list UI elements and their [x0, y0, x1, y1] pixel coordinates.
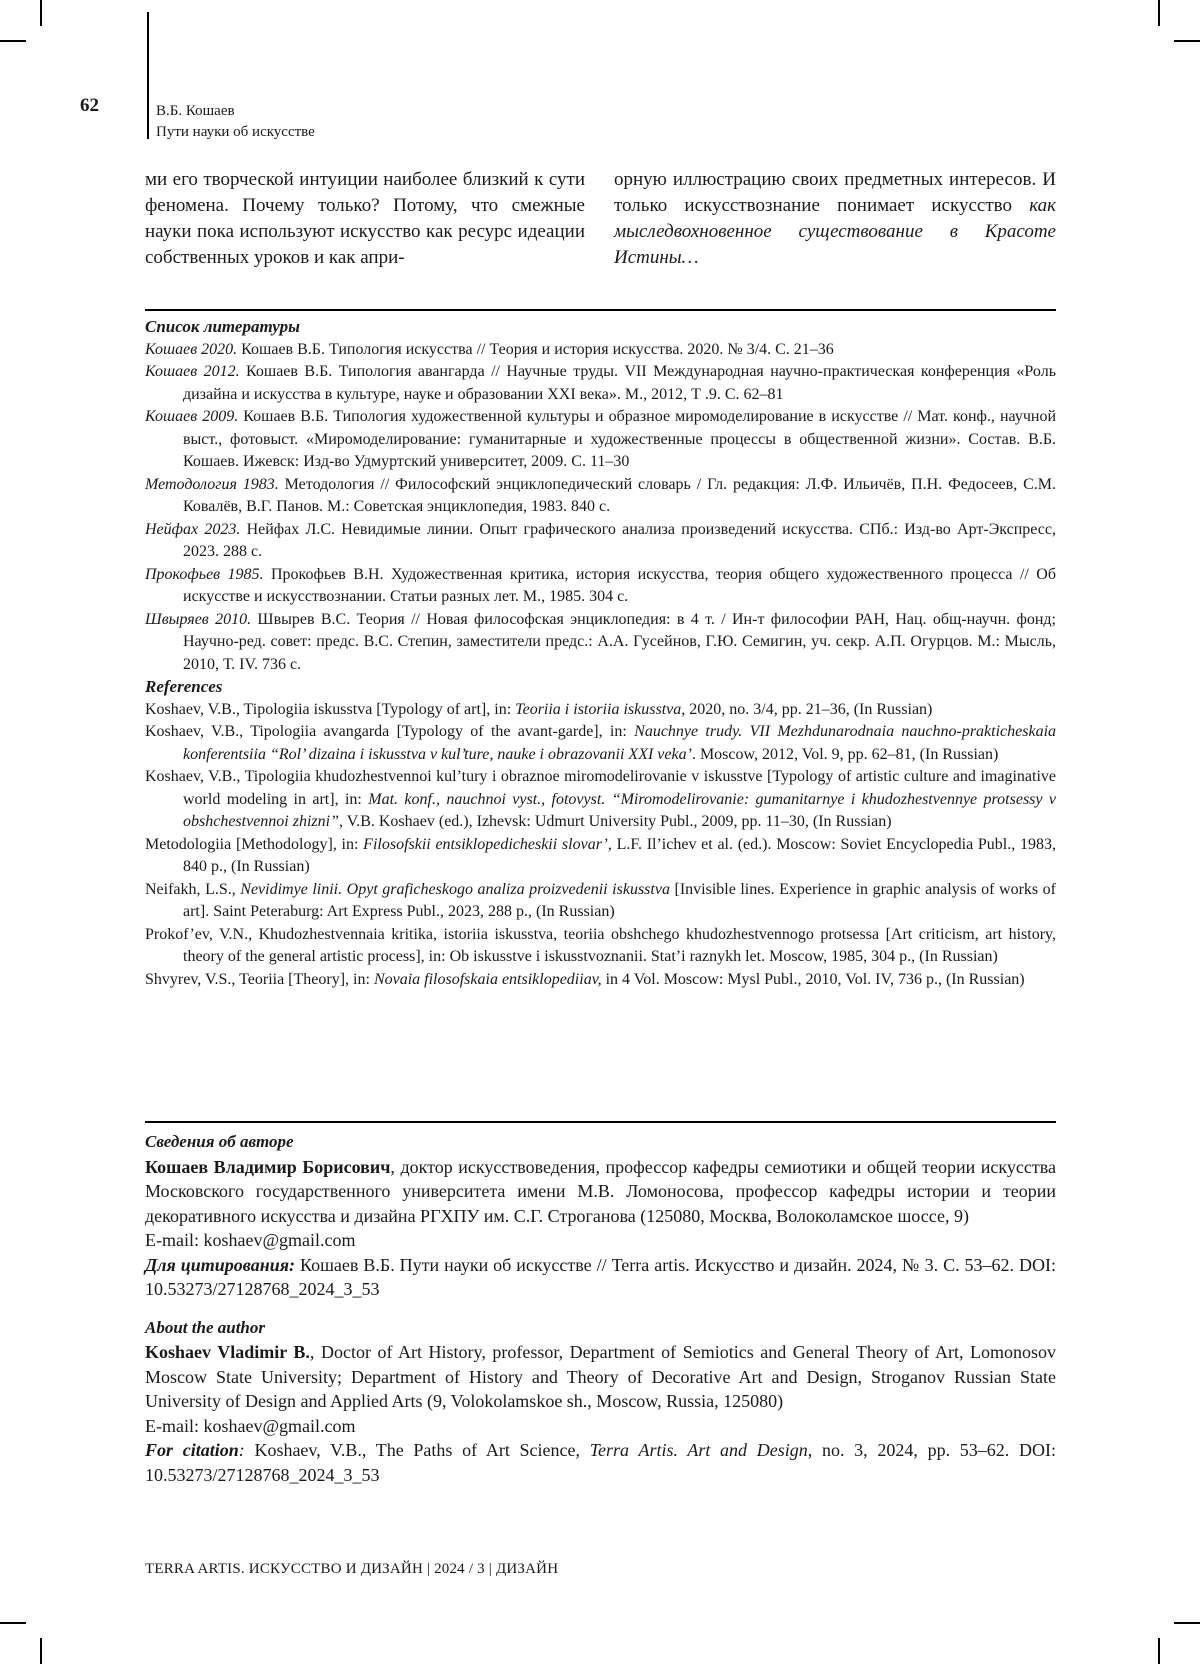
ref-pre: Shvyrev, V.S., Teoriia [Theory], in: [145, 970, 374, 988]
ref-italic: Mat. konf., nauchnoi vyst., fotovyst. “Miromodelirovanie: gumanitarnye i khudozhestvennye protsessy v obshchestvennoi zhizni” [183, 790, 1056, 830]
bibliography-heading: Список литературы [145, 317, 300, 336]
bibliography-item [145, 361, 1056, 406]
ref-italic: Novaia filosofskaia entsiklopediiav, [373, 970, 602, 988]
author-ru-citation-label: Для цитирования: [145, 1254, 295, 1275]
crop-mark-top-right-v [1158, 0, 1160, 26]
bib-text: Прокофьев В.Н. Художественная критика, история искусства, теория общего художественного процесса // Об искусстве и искусствознании. Статьи разных лет. М., 1985. 304 с. [183, 565, 1056, 605]
author-ru-email: E-mail: koshaev@gmail.com [145, 1230, 356, 1250]
reference-item [145, 924, 1056, 969]
ref-pre: Neifakh, L.S., [145, 880, 241, 898]
crop-mark-top-left-h [0, 40, 26, 42]
author-ru-bio [145, 1155, 1056, 1229]
bib-key: Прокофьев 1985. [145, 565, 264, 583]
bib-key: Швыряев 2010. [145, 610, 252, 628]
crop-mark-bottom-right-h [1174, 1622, 1200, 1624]
ref-pre: Koshaev, V.B., Tipologiia khudozhestvennoi kul’tury i obraznoe miromodelirovanie v iskusstve [Typology of artistic culture and imaginative world modeling in art], in: [145, 768, 1056, 808]
body-right-plain: орную иллюстрацию своих предметных интересов. И только искусствознание понимает искусство [614, 169, 1056, 216]
crop-mark-bottom-right-v [1158, 1638, 1160, 1664]
ref-pre: Koshaev, V.B., Tipologiia avangarda [Typology of the avant-garde], in: [145, 723, 635, 740]
ref-italic: Nevidimye linii. Opyt graficheskogo analiza proizvedenii iskusstva [240, 880, 670, 898]
reference-item [145, 879, 1056, 924]
author-en-email: E-mail: koshaev@gmail.com [145, 1415, 356, 1436]
author-en-citation-label: For citation [145, 1440, 239, 1460]
author-ru-bio-text: , доктор искусствоведения, профессор кафедры семиотики и общей теории искусства Московского государственного университета имени М.В. Ломоносова, профессор кафедры истории и теории декоративного искусства и дизайна РГХПУ им. С.Г. Строганова (125080, Москва, Волоколамское шоссе, 9) [145, 1156, 1056, 1226]
header-title: Пути науки об искусстве [156, 124, 315, 140]
bibliography-section [145, 316, 1056, 991]
crop-mark-bottom-left-h [0, 1622, 26, 1624]
ref-post: in 4 Vol. Moscow: Mysl Publ., 2010, Vol. IV, 736 p., (In Russian) [601, 970, 1025, 988]
bib-text: Кошаев В.Б. Типология искусства // Теория и история искусства. 2020. № 3/4. С. 21–36 [237, 340, 834, 358]
bibliography-item [145, 519, 1056, 564]
reference-item [145, 834, 1056, 879]
ref-post: , V.B. Koshaev (ed.), Izhevsk: Udmurt University Publ., 2009, pp. 11–30, (In Russian) [339, 813, 892, 830]
bibliography-item [145, 609, 1056, 677]
author-en-heading: About the author [145, 1317, 265, 1337]
bib-text: Кошаев В.Б. Типология авангарда // Научные труды. VII Международная научно-практическая конференция «Роль дизайна и искусства в культуре, науке и образовании XXI века». М., 2012, Т .9. С. 62–81 [183, 363, 1056, 403]
crop-mark-top-right-h [1174, 40, 1200, 42]
ref-pre: Koshaev, V.B., Tipologiia iskusstva [Typology of art], in: [145, 700, 516, 718]
references-heading: References [145, 677, 223, 696]
ref-pre: Prokof’ev, V.N., Khudozhestvennaia kritika, istoriia iskusstva, teoriia obshchego khudozhestvennogo protsessa [Art criticism, art history, theory of the general artistic process], in: Ob iskusstve i iskusstvoznanii. Stat’i raznykh let. Moscow, 1985, 304 p., (In Russian) [145, 925, 1056, 965]
crop-mark-top-left-v [40, 0, 42, 26]
reference-item [145, 969, 1056, 992]
ref-italic: Teoriia i istoriia iskusstva [515, 700, 682, 718]
bibliography-item [145, 339, 1056, 362]
author-ru-citation [145, 1253, 1056, 1302]
crop-mark-bottom-left-v [40, 1638, 42, 1664]
page-footer: TERRA ARTIS. ИСКУССТВО И ДИЗАЙН | 2024 / 3 | ДИЗАЙН [145, 1561, 559, 1577]
ref-italic: Nauchnye trudy. VII Mezhdunarodnaia nauchno-prakticheskaia konferentsiia “Rol’ dizaina i iskusstva v kul’ture, nauke i obrazovanii XXI veka’ [183, 723, 1057, 763]
bib-text: Швырев В.С. Теория // Новая философская энциклопедия: в 4 т. / Ин-т философии РАН, Нац. общ-научн. фонд; Научно-ред. совет: предс. В.С. Степин, заместители предс.: А.А. Гусейнов, Г.Ю. Семигин, уч. секр. А.П. Огурцов. М.: Мысль, 2010, Т. IV. 736 с. [183, 610, 1057, 673]
bib-key: Нейфах 2023. [145, 520, 241, 538]
bib-key: Кошаев 2020. [145, 340, 238, 358]
bibliography-item [145, 564, 1056, 609]
author-en-bio [145, 1340, 1056, 1414]
body-right-italic: как мыследвохновенное существование в Красоте Истины… [614, 195, 1056, 268]
ref-post: . Moscow, 2012, Vol. 9, pp. 62–81, (In Russian) [691, 745, 999, 763]
bibliography-item [145, 474, 1056, 519]
bib-text: Методология // Философский энциклопедический словарь / Гл. редакция: Л.Ф. Ильичёв, П.Н. Федосеев, С.М. Ковалёв, В.Г. Панов. М.: Советская энциклопедия, 1983. 840 с. [183, 475, 1056, 515]
ref-post: , 2020, no. 3/4, pp. 21–36, (In Russian) [681, 700, 933, 718]
rule-bibliography [145, 309, 1056, 311]
rule-author [145, 1121, 1056, 1123]
bib-key: Кошаев 2012. [145, 363, 240, 380]
reference-item [145, 721, 1056, 766]
author-ru-name: Кошаев Владимир Борисович [145, 1156, 391, 1177]
author-en-citation-post: , no. 3, 2024, pp. 53–62. DOI: 10.53273/27128768_2024_3_53 [145, 1440, 1056, 1485]
header-author: В.Б. Кошаев [156, 103, 235, 119]
bib-text: Нейфах Л.С. Невидимые линии. Опыт графического анализа произведений искусства. СПб.: Изд-во Арт-Экспресс, 2023. 288 с. [183, 520, 1057, 560]
ref-post: , L.F. Il’ichev et al. (ed.). Moscow: Soviet Encyclopedia Publ., 1983, 840 p., (In Russian) [183, 835, 1056, 875]
page-number: 62 [80, 95, 99, 116]
ref-pre: Metodologiia [Methodology], in: [145, 835, 364, 853]
author-ru-heading: Сведения об авторе [145, 1132, 294, 1151]
header-rule [147, 12, 149, 139]
ref-italic: Filosofskii entsiklopedicheskii slovar’ [363, 835, 608, 853]
author-ru-citation-text: Кошаев В.Б. Пути науки об искусстве // Terra artis. Искусство и дизайн. 2024, № 3. С. 53–62. DOI: 10.53273/27128768_2024_3_53 [145, 1254, 1057, 1299]
running-header [156, 101, 315, 143]
author-en-citation-pre: Koshaev, V.B., The Paths of Art Science, [244, 1440, 590, 1460]
author-section [145, 1130, 1056, 1487]
bib-key: Методология 1983. [145, 475, 279, 493]
reference-item [145, 766, 1056, 834]
author-en-citation-journal: Terra Artis. Art and Design [589, 1440, 808, 1460]
author-en-citation-colon: : [238, 1440, 245, 1460]
author-en-citation [145, 1438, 1056, 1487]
body-right-column [614, 167, 1056, 271]
author-en-name: Koshaev Vladimir B. [145, 1342, 310, 1362]
reference-item [145, 699, 1056, 722]
bib-text: Кошаев В.Б. Типология художественной культуры и образное миромоделирование в искусстве // Мат. конф., научной выст., фотовыст. «Миромоделирование: гуманитарные и художественные процессы в общественной жизни». Состав. В.Б. Кошаев. Ижевск: Изд-во Удмуртский университет, 2009. С. 11–30 [183, 408, 1057, 470]
ref-post: [Invisible lines. Experience in graphic analysis of works of art]. Saint Peteraburg: Art Express Publ., 2023, 288 p., (In Russian) [183, 880, 1057, 920]
body-left-column: ми его творческой интуиции наиболее близкий к сути феномена. Почему только? Потому, что смежные науки пока используют искусство как ресурс идеации собственных уроков и как апри- [145, 169, 585, 268]
bib-key: Кошаев 2009. [145, 408, 239, 425]
bibliography-item [145, 406, 1056, 474]
author-en-bio-text: , Doctor of Art History, professor, Department of Semiotics and General Theory of Art, Lomonosov Moscow State University; Department of History and Theory of Decorative Art and Design, Stroganov Russian State University of Design and Applied Arts (9, Volokolamskoe sh., Moscow, Russia, 125080) [145, 1342, 1056, 1411]
